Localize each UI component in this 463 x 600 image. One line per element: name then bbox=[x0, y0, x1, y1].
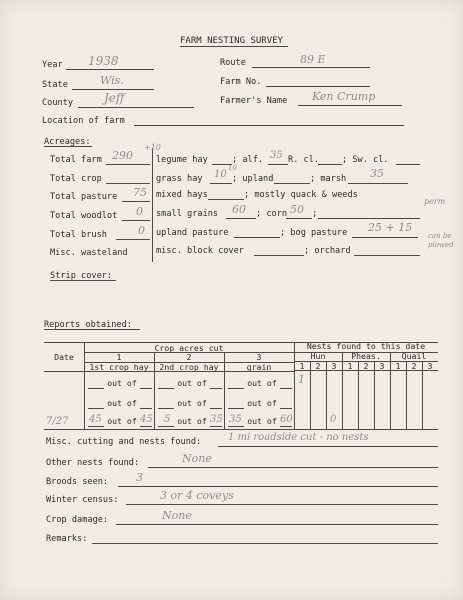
sub-num: 3 bbox=[427, 361, 433, 371]
farmers-name-value: Ken Crump bbox=[312, 90, 376, 103]
total-farm-value: 290 bbox=[112, 149, 133, 162]
state-label: State bbox=[42, 80, 68, 90]
sub-num: 1 bbox=[347, 361, 353, 371]
other-nests-line bbox=[148, 467, 438, 468]
corn-value: 50 bbox=[290, 203, 304, 216]
row-date: 7/27 bbox=[46, 416, 69, 427]
out-of-text: out of bbox=[107, 378, 137, 388]
crop1-acres-total: 45 bbox=[140, 414, 153, 425]
extra-line bbox=[318, 218, 420, 219]
crop-acres-header: Crop acres cut bbox=[154, 343, 224, 353]
col-name-3: grain bbox=[246, 362, 272, 372]
other-nests-label: Other nests found: bbox=[46, 458, 140, 468]
form-title: FARM NESTING SURVEY bbox=[180, 36, 283, 46]
col-name-2: 2nd crop hay bbox=[159, 362, 219, 372]
farm-no-label: Farm No. bbox=[220, 77, 262, 87]
hun-3-count: 0 bbox=[330, 414, 337, 425]
sub-num: 1 bbox=[299, 361, 305, 371]
marsh-line bbox=[348, 183, 408, 184]
upland-pasture-line bbox=[234, 237, 280, 238]
perm-note: perm bbox=[424, 197, 446, 206]
species-quail: Quail bbox=[401, 351, 427, 361]
bog-pasture-line bbox=[352, 237, 418, 238]
acreages-heading-underline bbox=[44, 146, 92, 147]
alf-label: ; alf. bbox=[232, 155, 264, 165]
misc-cutting-value: 1 mi roadside cut - no nests bbox=[228, 432, 369, 443]
bog-pasture-label: ; bog pasture bbox=[280, 228, 348, 238]
hun-1-count: 1 bbox=[298, 373, 305, 386]
crop2-acres-cut: 5 bbox=[164, 414, 171, 425]
route-value: 89 E bbox=[300, 53, 326, 66]
out-of-text: out of bbox=[247, 378, 277, 388]
state-value: Wis. bbox=[100, 74, 124, 87]
upland-line bbox=[274, 183, 310, 184]
year-field-line bbox=[66, 69, 154, 70]
sub-num: 2 bbox=[363, 361, 369, 371]
sub-num: 3 bbox=[331, 361, 337, 371]
location-label: Location of farm bbox=[42, 116, 125, 126]
alf-line bbox=[268, 164, 288, 165]
acreages-heading: Acreages: bbox=[44, 137, 91, 147]
grass-hay-value: 10 bbox=[214, 169, 227, 180]
total-woodlot-value: 0 bbox=[136, 205, 143, 218]
total-brush-label: Total brush bbox=[50, 230, 107, 240]
crop-damage-label: Crop damage: bbox=[46, 515, 109, 525]
orchard-line bbox=[354, 255, 420, 256]
county-field-line bbox=[78, 107, 194, 108]
out-of-text: out of bbox=[247, 398, 277, 408]
out-of-text: out of bbox=[177, 398, 207, 408]
winter-census-value: 3 or 4 coveys bbox=[160, 489, 234, 502]
winter-census-line bbox=[126, 504, 438, 505]
grain-acres-cut: 35 bbox=[229, 414, 242, 425]
route-field-line bbox=[252, 67, 370, 68]
mixed-hays-label: mixed hays bbox=[156, 190, 208, 200]
small-grains-value: 60 bbox=[232, 203, 246, 216]
col-num-3: 3 bbox=[256, 352, 262, 362]
marsh-label: ; marsh bbox=[310, 174, 347, 184]
corn-label: ; corn bbox=[256, 209, 288, 219]
out-of-text: out of bbox=[107, 398, 137, 408]
farm-no-field-line bbox=[266, 86, 370, 87]
total-brush-value: 0 bbox=[138, 224, 145, 237]
mixed-hays-tail: ; mostly quack & weeds bbox=[244, 190, 358, 200]
total-farm-note: +10 bbox=[144, 143, 161, 152]
small-grains-label: small grains bbox=[156, 209, 219, 219]
col-num-2: 2 bbox=[186, 352, 192, 362]
route-label: Route bbox=[220, 58, 246, 68]
reports-obtained-label: Reports obtained: bbox=[44, 320, 132, 330]
total-crop-line bbox=[106, 183, 150, 184]
species-pheasant: Pheas. bbox=[351, 351, 381, 361]
date-header: Date bbox=[54, 352, 74, 362]
misc-block-cover-line bbox=[254, 255, 304, 256]
total-pasture-line bbox=[122, 201, 150, 202]
sweet-clover-line bbox=[396, 164, 420, 165]
sub-num: 2 bbox=[315, 361, 321, 371]
out-of-text: out of bbox=[247, 416, 277, 426]
species-hun: Hun bbox=[310, 351, 326, 361]
total-farm-line bbox=[106, 164, 150, 165]
nests-found-header: Nests found to this date bbox=[306, 341, 426, 351]
broods-seen-label: Broods seen: bbox=[46, 477, 109, 487]
orchard-label: ; orchard bbox=[304, 246, 351, 256]
grass-hay-label: grass hay bbox=[156, 174, 203, 184]
sweet-clover-label: ; Sw. cl. bbox=[342, 155, 389, 165]
remarks-line bbox=[92, 543, 438, 544]
out-of-text: out of bbox=[177, 378, 207, 388]
year-value: 1938 bbox=[88, 54, 119, 68]
title-underline bbox=[180, 46, 288, 47]
total-crop-label: Total crop bbox=[50, 174, 102, 184]
grass-hay-line bbox=[210, 183, 232, 184]
strip-cover-underline bbox=[50, 280, 116, 281]
out-of-text: out of bbox=[177, 416, 207, 426]
reports-obtained-underline bbox=[44, 329, 140, 330]
corn-line bbox=[286, 218, 312, 219]
state-field-line bbox=[72, 89, 154, 90]
legume-hay-label: legume hay bbox=[156, 155, 208, 165]
broods-seen-line bbox=[118, 486, 438, 487]
crop1-acres-cut: 45 bbox=[89, 414, 102, 425]
misc-wasteland-label: Misc. wasteland bbox=[50, 248, 128, 258]
total-pasture-value: 75 bbox=[133, 186, 147, 199]
total-brush-line bbox=[116, 239, 150, 240]
misc-cutting-line bbox=[218, 446, 438, 447]
red-clover-line bbox=[318, 164, 342, 165]
total-farm-label: Total farm bbox=[50, 155, 102, 165]
broods-seen-value: 3 bbox=[136, 471, 143, 484]
county-value: Jeff bbox=[104, 91, 125, 105]
total-woodlot-label: Total woodlot bbox=[50, 211, 118, 221]
col-name-1: 1st crop hay bbox=[89, 362, 149, 372]
bog-pasture-value: 25 + 15 bbox=[368, 221, 413, 234]
sub-num: 1 bbox=[395, 361, 401, 371]
acreages-column-divider bbox=[152, 148, 153, 262]
farmers-name-field-line bbox=[298, 105, 402, 106]
side-note: can be plowed bbox=[428, 232, 454, 249]
misc-block-cover-label: misc. block cover bbox=[156, 246, 244, 256]
grass-hay-note: 10 bbox=[228, 164, 237, 172]
year-label: Year bbox=[42, 60, 63, 70]
upland-pasture-label: upland pasture bbox=[156, 228, 229, 238]
mixed-hays-line bbox=[208, 199, 244, 200]
upland-label: ; upland bbox=[232, 174, 274, 184]
crop-damage-value: None bbox=[162, 509, 192, 522]
farmers-name-label: Farmer's Name bbox=[220, 96, 288, 106]
small-grains-line bbox=[226, 218, 256, 219]
crop2-acres-total: 35 bbox=[210, 414, 223, 425]
sub-num: 2 bbox=[411, 361, 417, 371]
red-clover-label: R. cl. bbox=[288, 155, 320, 165]
sub-num: 3 bbox=[379, 361, 385, 371]
winter-census-label: Winter census: bbox=[46, 495, 119, 505]
location-field-line bbox=[134, 125, 404, 126]
total-woodlot-line bbox=[122, 220, 150, 221]
grain-acres-total: 60 bbox=[280, 414, 293, 425]
other-nests-value: None bbox=[182, 452, 212, 465]
out-of-text: out of bbox=[107, 416, 137, 426]
county-label: County bbox=[42, 98, 74, 108]
total-pasture-label: Total pasture bbox=[50, 192, 118, 202]
crop-damage-line bbox=[116, 524, 438, 525]
col-num-1: 1 bbox=[116, 352, 122, 362]
strip-cover-label: Strip cover: bbox=[50, 271, 113, 281]
remarks-label: Remarks: bbox=[46, 534, 88, 544]
marsh-value: 35 bbox=[370, 167, 384, 180]
alf-value: 35 bbox=[270, 150, 283, 161]
misc-cutting-label: Misc. cutting and nests found: bbox=[46, 437, 202, 447]
